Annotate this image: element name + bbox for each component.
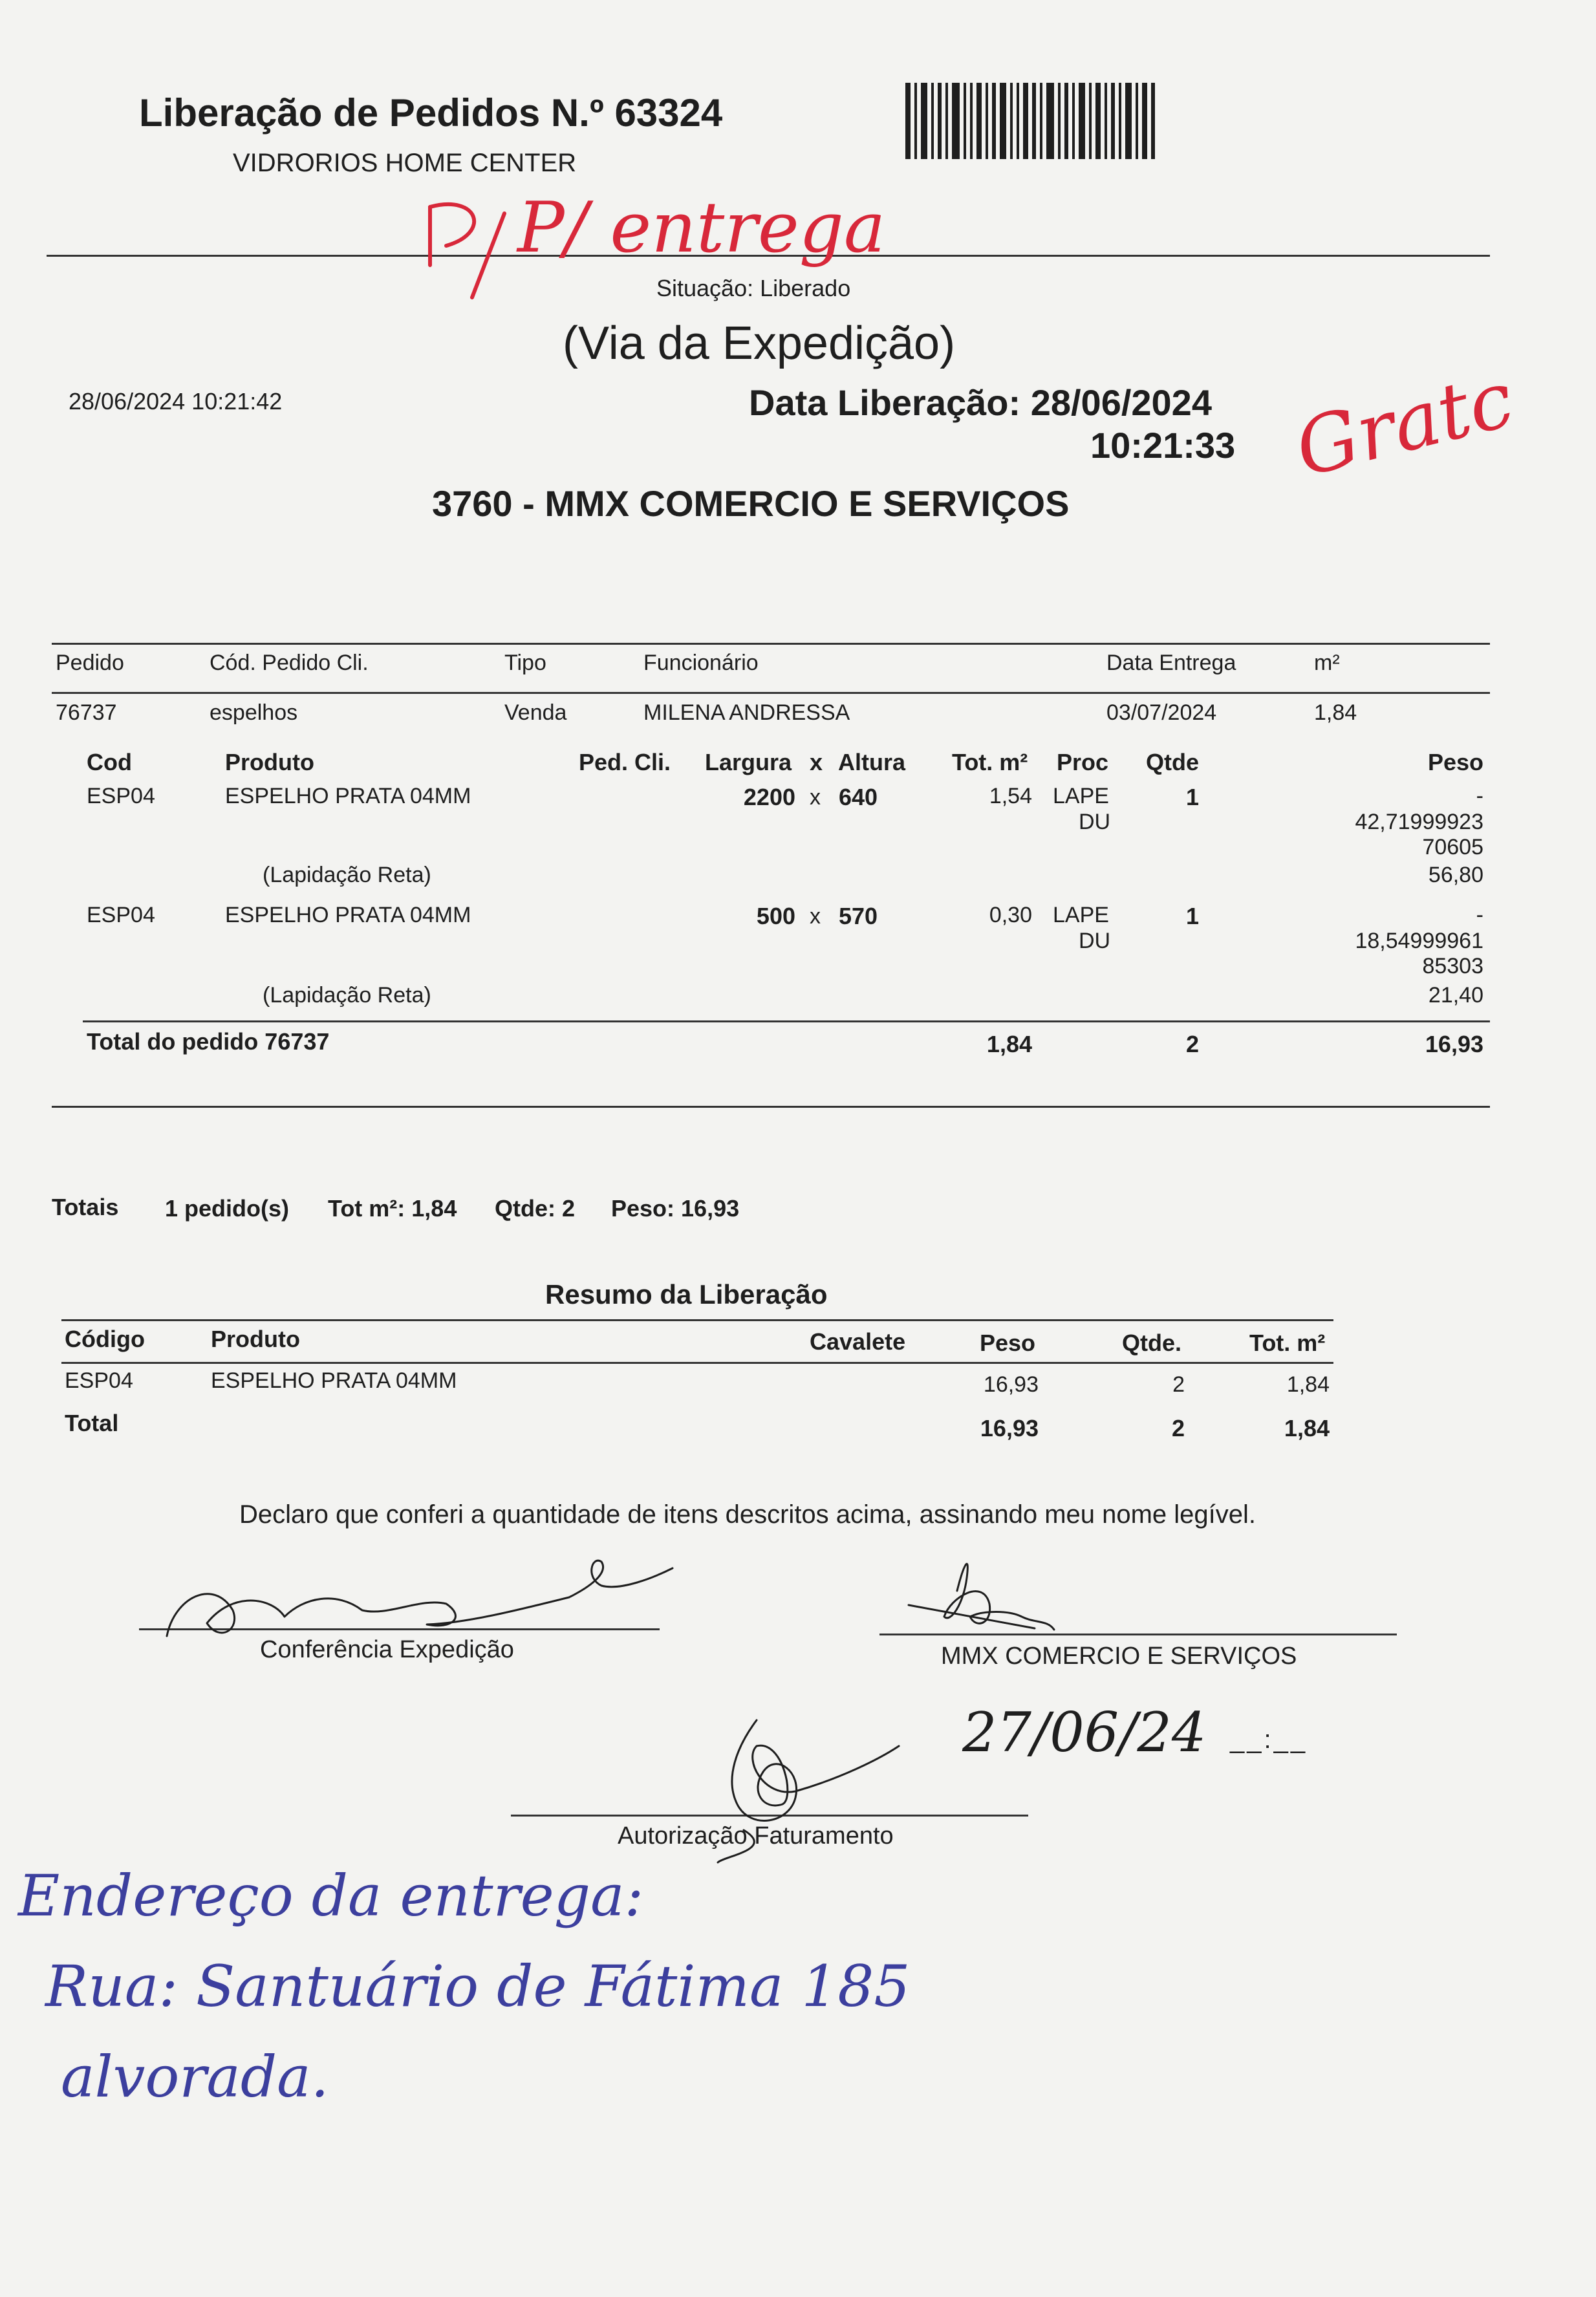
via-label: (Via da Expedição) (563, 318, 956, 369)
company-name: VIDRORIOS HOME CENTER (233, 149, 577, 177)
printed-datetime: 28/06/2024 10:21:42 (69, 388, 283, 415)
item-col-tot-m2: Tot. m² (952, 749, 1028, 775)
document-title: Liberação de Pedidos N.º 63324 (139, 91, 723, 135)
item-1-produto: ESPELHO PRATA 04MM (225, 784, 471, 808)
client-signature-label: MMX COMERCIO E SERVIÇOS (941, 1643, 1297, 1670)
client-name: 3760 - MMX COMERCIO E SERVIÇOS (432, 483, 1070, 524)
order-m2: 1,84 (1314, 700, 1357, 725)
item-2-x: x (810, 904, 821, 929)
summary-row-peso: 16,93 (983, 1372, 1039, 1397)
item-2-qtde: 1 (1186, 903, 1200, 929)
address-line2-handwritten: alvorada. (61, 2044, 329, 2110)
totals-pedidos: 1 pedido(s) (165, 1195, 290, 1222)
col-funcionario: Funcionário (643, 651, 759, 675)
col-tipo: Tipo (504, 651, 546, 675)
summary-col-qtde: Qtde. (1122, 1330, 1182, 1356)
order-total-label: Total do pedido 76737 (87, 1028, 330, 1055)
item-2-proc1: LAPE (1053, 903, 1109, 927)
item-col-produto: Produto (225, 749, 314, 775)
order-total-peso: 16,93 (1425, 1031, 1483, 1057)
address-label-handwritten: Endereço da entrega: (18, 1862, 644, 1929)
summary-col-m2: Tot. m² (1249, 1330, 1326, 1356)
signed-time-blank: __:__ (1230, 1725, 1308, 1754)
item-1-altura: 640 (839, 784, 878, 810)
item-col-x: x (810, 749, 823, 775)
item-2-cod: ESP04 (87, 903, 155, 927)
item-1-proc1: LAPE (1053, 784, 1109, 808)
summary-total-qtde: 2 (1171, 1415, 1185, 1441)
item-2-altura: 570 (839, 903, 878, 929)
item-1-qtde: 1 (1186, 784, 1200, 810)
summary-row-qtde: 2 (1172, 1372, 1185, 1397)
item-col-largura: Largura (705, 749, 792, 775)
item-2-peso2: 85303 (1422, 954, 1483, 978)
order-funcionario: MILENA ANDRESSA (643, 700, 850, 725)
col-m2: m² (1314, 651, 1340, 675)
item-col-peso: Peso (1427, 749, 1483, 775)
item-1-peso3: 56,80 (1428, 863, 1483, 887)
summary-row-codigo: ESP04 (65, 1368, 133, 1393)
summary-row-produto: ESPELHO PRATA 04MM (211, 1368, 457, 1393)
summary-title: Resumo da Liberação (545, 1279, 828, 1310)
conferencia-label: Conferência Expedição (260, 1636, 514, 1663)
item-1-peso1: 42,71999923 (1355, 810, 1483, 834)
item-2-largura: 500 (756, 903, 795, 929)
order-cod-cli: espelhos (210, 700, 298, 725)
summary-col-peso: Peso (980, 1330, 1036, 1356)
release-date: Data Liberação: 28/06/2024 (749, 382, 1212, 423)
item-col-qtde: Qtde (1146, 749, 1200, 775)
client-signature (944, 1564, 1054, 1630)
delivery-note-handwritten: P/ entrega (517, 188, 886, 268)
item-1-peso-dash: - (1476, 784, 1483, 808)
release-time: 10:21:33 (1090, 425, 1236, 466)
item-2-peso1: 18,54999961 (1355, 929, 1483, 953)
item-1-proc2: DU (1079, 810, 1111, 834)
col-cod-pedido-cli: Cód. Pedido Cli. (210, 651, 369, 675)
totals-label: Totais (52, 1194, 119, 1220)
item-1-peso2: 70605 (1422, 835, 1483, 859)
item-2-peso3: 21,40 (1428, 983, 1483, 1008)
col-data-entrega: Data Entrega (1106, 651, 1236, 675)
item-col-cod: Cod (87, 749, 132, 775)
item-1-largura: 2200 (743, 784, 795, 810)
totals-peso: Peso: 16,93 (611, 1195, 740, 1222)
autorizacao-signature (732, 1720, 899, 1820)
item-2-proc2: DU (1079, 929, 1111, 953)
address-line1-handwritten: Rua: Santuário de Fátima 185 (45, 1953, 911, 2020)
order-total-qtde: 2 (1186, 1031, 1200, 1057)
item-2-tot-m2: 0,30 (989, 903, 1032, 927)
item-1-x: x (810, 785, 821, 810)
summary-col-produto: Produto (211, 1326, 300, 1352)
summary-total-peso: 16,93 (980, 1415, 1039, 1441)
item-2-peso-dash: - (1476, 903, 1483, 927)
status-text: Situação: Liberado (656, 275, 851, 301)
item-1-note: (Lapidação Reta) (263, 863, 431, 887)
order-data-entrega: 03/07/2024 (1106, 700, 1217, 725)
summary-row-m2: 1,84 (1286, 1372, 1330, 1397)
totals-qtde: Qtde: 2 (495, 1195, 576, 1222)
item-1-tot-m2: 1,54 (989, 784, 1032, 808)
autorizacao-label: Autorização Faturamento (618, 1822, 894, 1849)
order-pedido: 76737 (56, 700, 117, 725)
order-tipo: Venda (504, 700, 567, 725)
item-col-altura: Altura (838, 749, 906, 775)
item-col-ped-cli: Ped. Cli. (579, 749, 671, 775)
summary-col-codigo: Código (65, 1326, 145, 1352)
item-2-produto: ESPELHO PRATA 04MM (225, 903, 471, 927)
summary-col-cavalete: Cavalete (810, 1328, 906, 1355)
col-pedido: Pedido (56, 651, 124, 675)
conferencia-signature (167, 1560, 673, 1636)
summary-total-label: Total (65, 1410, 119, 1436)
declaration-text: Declaro que conferi a quantidade de itens descritos acima, assinando meu nome legível. (239, 1500, 1256, 1529)
item-1-cod: ESP04 (87, 784, 155, 808)
totals-m2: Tot m²: 1,84 (328, 1195, 457, 1222)
order-total-m2: 1,84 (986, 1031, 1032, 1057)
side-note-handwritten: Gratc (1287, 354, 1522, 495)
item-2-note: (Lapidação Reta) (263, 983, 431, 1008)
signed-date-handwritten: 27/06/24 (962, 1701, 1207, 1764)
summary-total-m2: 1,84 (1284, 1415, 1330, 1441)
item-col-proc: Proc (1057, 749, 1109, 775)
